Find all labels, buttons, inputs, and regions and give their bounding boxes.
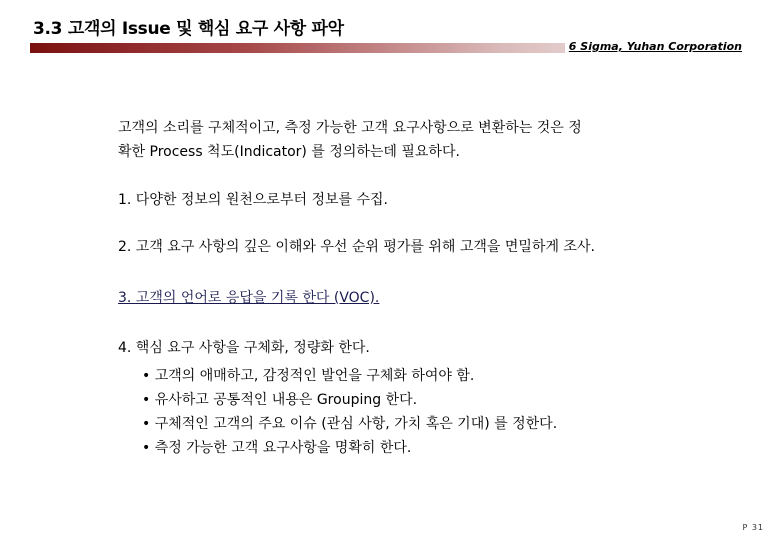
intro-line-1: 고객의 소리를 구체적이고, 측정 가능한 고객 요구사항으로 변환하는 것은 정 (118, 120, 582, 136)
page-number: P 31 (742, 523, 764, 532)
company-label: 6 Sigma, Yuhan Corporation (565, 40, 742, 53)
bullet-item: • 유사하고 공통적인 내용은 Grouping 한다. (142, 388, 557, 412)
sub-bullet-list (142, 364, 557, 460)
list-item-3-link[interactable]: 3. 고객의 언어로 응답을 기록 한다 (VOC). (118, 290, 380, 306)
list-item-2: 2. 고객 요구 사항의 깊은 이해와 우선 순위 평가를 위해 고객을 면밀하게 조사. (118, 239, 595, 255)
intro-line-2: 확한 Process 척도(Indicator) 를 정의하는데 필요하다. (118, 144, 460, 160)
list-item-1: 1. 다양한 정보의 원천으로부터 정보를 수집. (118, 192, 388, 208)
bullet-item: • 고객의 애매하고, 감정적인 발언을 구체화 하여야 함. (142, 364, 557, 388)
intro-paragraph (118, 116, 718, 164)
main-content (118, 116, 718, 456)
page-title: 3.3 고객의 Issue 및 핵심 요구 사항 파악 (33, 19, 344, 39)
list-item-4: 4. 핵심 요구 사항을 구체화, 정량화 한다. (118, 340, 370, 356)
bullet-item: • 측정 가능한 고객 요구사항을 명확히 한다. (142, 436, 557, 460)
bullet-item: • 구체적인 고객의 주요 이슈 (관심 사항, 가치 혹은 기대) 를 정한다. (142, 412, 557, 436)
